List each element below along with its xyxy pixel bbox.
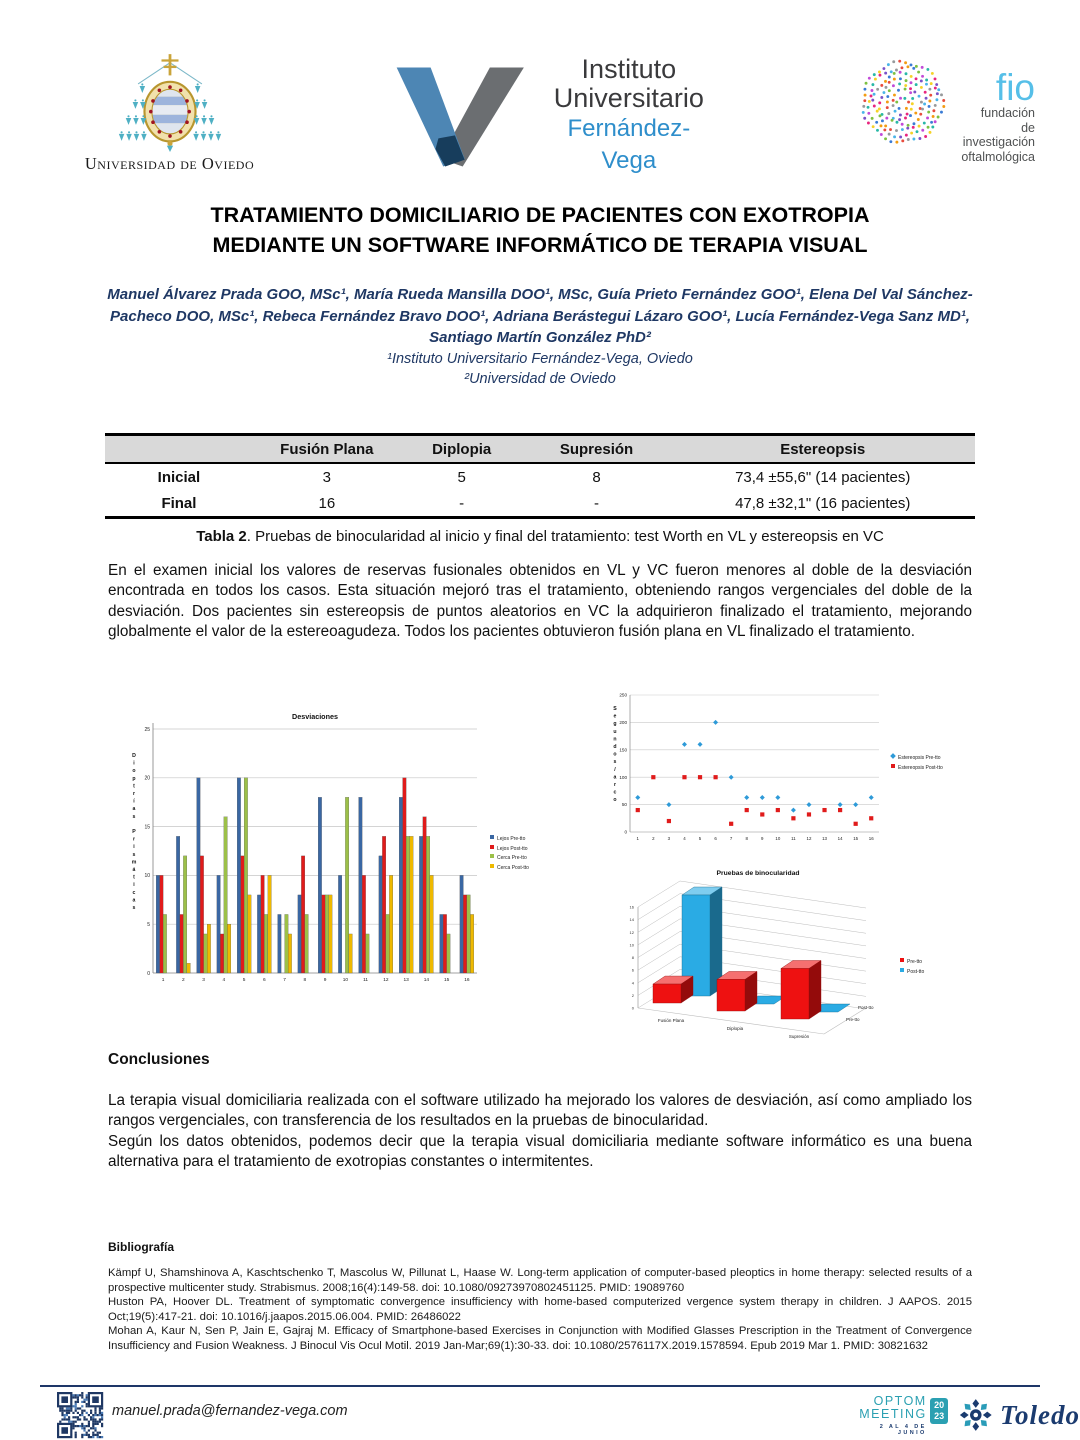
toledo-wordmark: Toledo [1000,1399,1080,1430]
fv-line2: Universitario [553,83,704,113]
svg-text:7: 7 [283,978,286,983]
svg-text:11: 11 [363,978,369,983]
optom-year-badge [930,1398,949,1424]
conclusions-body [108,1091,972,1172]
fv-v-icon [385,64,531,169]
svg-text:4: 4 [222,978,226,983]
fv-name: Fernández-Vega [567,115,691,174]
conclusions-p1: La terapia visual domiciliaria realizada con el software utilizado ha mejorado los valores de desviación, así como ampliado los rangos vergenciales, con transferencia de los resultados en la pruebas de binocularidad. [108,1092,972,1130]
svg-text:0: 0 [631,1005,634,1011]
binocularidad-3d-chart [608,858,1040,1056]
chart-desviaciones [128,695,560,1000]
title-line2: MEDIANTE UN SOFTWARE INFORMÁTICO DE TERAPIA VISUAL [212,232,868,257]
table-cell: 16 [318,494,336,512]
table-row [105,490,975,518]
table-cell: 5 [457,468,466,486]
svg-text:5: 5 [147,922,150,928]
svg-text:12: 12 [383,978,389,983]
svg-text:16: 16 [629,904,634,910]
svg-text:14: 14 [837,836,843,841]
oviedo-crest-icon [116,52,224,152]
table-cell: 47,8 ±32,1" (16 pacientes) [735,494,911,512]
col-header: Fusión Plana [280,440,374,458]
optom-dates: 2 AL 4 DE JUNIO [879,1423,927,1436]
conclusions-heading: Conclusiones [108,1051,210,1068]
svg-text:25: 25 [144,726,150,733]
row-label: Inicial [157,468,201,486]
svg-text:8: 8 [303,978,307,983]
svg-text:7: 7 [729,836,733,841]
svg-text:5: 5 [242,978,246,983]
svg-text:2: 2 [652,836,655,841]
svg-text:Fusión Plana: Fusión Plana [657,1018,685,1023]
svg-text:1: 1 [636,836,640,841]
svg-text:16: 16 [464,978,470,983]
svg-text:8: 8 [745,836,748,841]
table-caption [105,528,975,545]
optom-meeting-logo [848,1390,1080,1440]
contact-email: manuel.prada@fernandez-vega.com [112,1403,348,1419]
svg-text:0: 0 [624,829,627,835]
table-cell: 3 [322,468,331,486]
svg-text:10: 10 [144,873,150,880]
page-title [0,201,1080,260]
fio-dots-icon [860,52,947,154]
svg-text:Supresión: Supresión [788,1034,810,1039]
qr-code-icon [57,1392,104,1439]
table-cell: - [594,494,600,512]
estereopsis-legend: Estereopsis Pre-tto Estereopsis Post-tto [891,754,943,773]
svg-text:13: 13 [403,978,409,983]
svg-text:200: 200 [619,720,627,725]
results-paragraph: En el examen inicial los valores de reservas fusionales obtenidos en VL y VC fueron menores al doble de la desviación encontrada en todos los casos. Esta situación mejoró tras el tratamiento, obteniendo rangos vergenciales del doble de la desviación. Dos pacientes sin estereopsis de puntos aleatorios en VC la adquirieron finalizado el tratamiento, mejorando globalmente el valor de la estereoagudeza. Todos los pacientes obtuvieron fusión plana en VL finalizado el tratamiento. [108,562,972,640]
svg-text:13: 13 [822,836,827,841]
estereopsis-ylabel: Segundos/arco [612,706,618,805]
estereopsis-scatter-chart [608,680,1040,858]
col-header: Supresión [559,440,634,458]
svg-text:50: 50 [621,802,627,808]
svg-text:1: 1 [161,978,165,983]
svg-text:6: 6 [263,978,266,983]
svg-text:14: 14 [629,917,634,923]
svg-text:16: 16 [868,836,874,841]
bibliography-ref: Huston PA, Hoover DL. Treatment of symptomatic convergence insufficiency with home-based computerized vergence system therapy in children. J AAPOS. 2015 Oct;19(5):417-21. doi: 10.1016/j.jaapos.2015.06.004. PMID: 26486022 [108,1296,972,1323]
svg-text:9: 9 [323,978,327,983]
svg-text:15: 15 [144,824,150,831]
optom-year-top: 20 [934,1399,945,1410]
svg-text:8: 8 [631,955,634,960]
svg-text:5: 5 [698,836,702,841]
binocularidad-legend: Pre-tto Post-tto [900,958,924,977]
chart-estereopsis [608,680,1040,858]
svg-text:Desviaciones: Desviaciones [292,712,338,721]
chart-binocularidad [608,858,1040,1056]
svg-text:10: 10 [629,942,634,948]
results-table-section [105,433,975,545]
svg-text:Diplopia: Diplopia [726,1026,744,1031]
svg-text:4: 4 [683,836,686,841]
universidad-oviedo-logo [62,52,277,174]
svg-text:3: 3 [667,836,671,841]
desviaciones-legend: Lejos Pre-tto Lejos Post-tto Cerca Pre-tto Cerca Post-tto [490,835,529,873]
table-caption-text: . Pruebas de binocularidad al inicio y final del tratamiento: test Worth en VL y estereopsis en VC [246,528,884,545]
fio-line2: de investigación [962,120,1035,149]
affiliation-1: ¹Instituto Universitario Fernández-Vega, Oviedo [387,351,693,367]
bibliography-heading: Bibliografía [108,1240,175,1254]
svg-text:12: 12 [806,836,812,841]
svg-text:6: 6 [631,967,634,973]
affiliation-2: ²Universidad de Oviedo [464,371,616,387]
table-cell: 8 [592,468,601,486]
authors: Manuel Álvarez Prada GOO, MSc¹, María Rueda Mansilla DOO¹, MSc, Guía Prieto Fernández GOO¹, Elena Del Val Sánchez-Pacheco DOO, MSc¹, Rebeca Fernández Bravo DOO¹, Adriana Berástegui Lázaro GOO¹, Lucía Fernández-Vega Sanz MD¹, Santiago Martín González PhD² [107,286,973,346]
results-table [105,433,975,519]
svg-text:3: 3 [202,978,205,983]
col-header: Estereopsis [780,440,866,458]
svg-text:0: 0 [147,970,150,977]
svg-text:10: 10 [342,978,349,983]
svg-text:100: 100 [619,774,627,780]
svg-text:15: 15 [443,978,450,983]
svg-text:14: 14 [423,978,430,983]
binocularidad-title: Pruebas de binocularidad [716,870,800,877]
fio-line1: fundación [980,106,1035,120]
svg-text:20: 20 [144,775,150,782]
svg-text:9: 9 [761,836,764,841]
svg-text:Pre-tto: Pre-tto [846,1017,860,1022]
optom-year-bottom: 23 [934,1410,945,1421]
table-row [105,463,975,490]
fernandez-vega-logo [385,55,715,177]
bibliography-list [108,1266,972,1354]
footer-divider [40,1385,1040,1387]
table-caption-number: Tabla 2 [196,528,247,545]
svg-text:2: 2 [631,992,634,998]
fio-line3: oftalmológica [961,149,1035,164]
optom-line2: MEETING [859,1406,927,1421]
svg-text:11: 11 [791,836,796,841]
col-header: Diplopia [432,440,492,458]
svg-text:150: 150 [619,747,627,753]
table-cell: - [459,494,465,512]
svg-text:2: 2 [182,978,185,983]
svg-text:4: 4 [631,980,634,986]
svg-text:Post-tto: Post-tto [858,1005,874,1010]
desviaciones-ylabel: Dioptrías Prismáticas [131,753,137,913]
row-label: Final [161,494,197,512]
svg-text:6: 6 [714,836,717,841]
table-cell: 73,4 ±55,6" (14 pacientes) [735,468,911,486]
bibliography-ref: Mohan A, Kaur N, Sen P, Jain E, Gajraj M. Efficacy of Smartphone-based Exercises in Conjunction with Modified Glasses Prescription in the Treatment of Convergence Insufficiency and Fusion Weakness. J Binocul Vis Ocul Motil. 2019 Jan-Mar;69(1):30-33. doi: 10.1080/2576117X.2019.1578594. Epub 2019 Mar 1. PMID: 30821632 [108,1325,972,1352]
bibliography-ref: Kämpf U, Shamshinova A, Kaschtschenko T, Mascolus W, Pillunat L, Haase W. Long-term application of computer-based pleoptics in home therapy: selected results of a prospective multicenter study. Strabismus. 2008;16(4):149-58. doi: 10.1080/09273970802451125. PMID: 19089760 [108,1267,972,1294]
svg-text:12: 12 [629,929,634,935]
toledo-star-icon [958,1397,994,1433]
svg-text:15: 15 [853,836,859,841]
svg-text:10: 10 [775,836,781,841]
optom-line1: OPTOM [873,1393,927,1408]
svg-text:250: 250 [619,692,627,698]
fio-logo [860,52,1035,164]
table-header-row [105,435,975,464]
fv-line1: Instituto [581,54,677,84]
title-line1: TRATAMIENTO DOMICILIARIO DE PACIENTES CON EXOTROPIA [210,203,870,227]
col-header [105,435,253,464]
conclusions-p2: Según los datos obtenidos, podemos decir que la terapia visual domiciliaria mediante software informático es una buena alternativa para el tratamiento de exotropias constantes o intermitentes. [108,1132,972,1170]
oviedo-label: Universidad de Oviedo [84,154,255,173]
fio-name: fio [995,67,1035,108]
